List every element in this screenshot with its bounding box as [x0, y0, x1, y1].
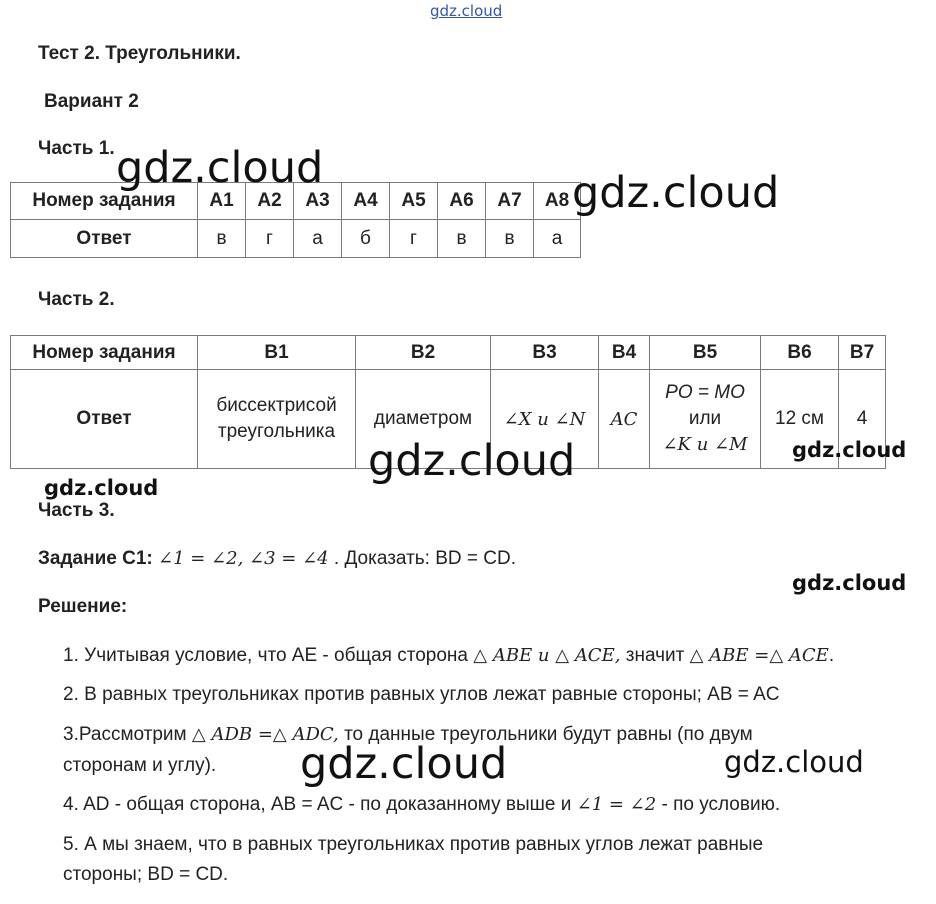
part2-task: B5	[650, 336, 761, 370]
s3-math: △ ADB =△ ADC,	[191, 724, 339, 745]
s3-start: 3.Рассмотрим	[63, 724, 187, 745]
part1-heading: Часть 1.	[38, 138, 115, 159]
task-c1-text: . Доказать: BD = CD.	[333, 548, 516, 569]
part2-answer-b1	[198, 370, 356, 469]
part1-task: A8	[534, 183, 581, 220]
part1-answer: г	[246, 220, 294, 258]
part1-header-label: Номер задания	[11, 183, 198, 220]
part2-header-label: Номер задания	[11, 336, 198, 370]
part1-answer: в	[198, 220, 246, 258]
part2-answer-b7: 4	[839, 370, 886, 469]
solution-step-2: 2. В равных треугольниках против равных углов лежат равные стороны; AB = AC	[63, 684, 780, 705]
s3-end: то данные треугольники будут равны (по двум	[344, 724, 753, 745]
b1-line2: треугольника	[217, 421, 336, 442]
part2-task: B6	[761, 336, 839, 370]
part1-task: A4	[342, 183, 390, 220]
part2-task: B3	[491, 336, 599, 370]
solution-step-4	[63, 794, 780, 816]
s4-start: 4. AD - общая сторона, AB = AC - по доказанному выше и	[63, 794, 572, 815]
page-title: Тест 2. Треугольники.	[38, 43, 241, 64]
part2-heading: Часть 2.	[38, 289, 115, 310]
solution-step-1	[63, 645, 834, 667]
s1-mid: значит	[625, 645, 685, 666]
task-c1-math: ∠1 = ∠2, ∠3 = ∠4	[158, 548, 329, 569]
part1-answer: г	[390, 220, 438, 258]
b5-line3: ∠K и ∠M	[662, 434, 748, 455]
part1-answer: в	[438, 220, 486, 258]
s1-math2: △ ABE =△ ACE	[689, 645, 829, 666]
part1-answer: а	[294, 220, 342, 258]
part1-task: A2	[246, 183, 294, 220]
part2-answer-b5	[650, 370, 761, 469]
s4-math: ∠1 = ∠2	[576, 794, 657, 815]
part2-task: B7	[839, 336, 886, 370]
part1-task: A5	[390, 183, 438, 220]
part2-answer-b3: ∠X и ∠N	[491, 370, 599, 469]
part1-task: A7	[486, 183, 534, 220]
part1-answer: в	[486, 220, 534, 258]
variant-heading: Вариант 2	[44, 91, 139, 112]
s1-text: 1. Учитывая условие, что AE - общая сторона	[63, 645, 468, 666]
s1-math1: △ ABE и △ ACE,	[473, 645, 621, 666]
watermark: gdz.cloud	[300, 739, 508, 789]
watermark: gdz.cloud	[792, 571, 907, 595]
watermark: gdz.cloud	[724, 745, 864, 779]
part1-answer: б	[342, 220, 390, 258]
s1-end: .	[828, 645, 835, 666]
watermark: gdz.cloud	[572, 168, 780, 218]
part1-task: A1	[198, 183, 246, 220]
solution-step-5-line2: стороны; BD = CD.	[63, 864, 229, 885]
part3-heading: Часть 3.	[38, 500, 115, 521]
part2-header-row	[11, 336, 886, 370]
part2-task: B1	[198, 336, 356, 370]
part1-task: A3	[294, 183, 342, 220]
watermark-top: gdz.cloud	[430, 2, 503, 20]
watermark: gdz.cloud	[116, 143, 324, 193]
part1-task: A6	[438, 183, 486, 220]
part2-task: B2	[356, 336, 491, 370]
task-c1	[38, 548, 516, 570]
b5-line2: или	[688, 408, 722, 429]
part1-answer: а	[534, 220, 581, 258]
b1-line1: биссектрисой	[216, 395, 337, 416]
part2-answer-label: Ответ	[11, 370, 198, 469]
watermark: gdz.cloud	[368, 436, 576, 486]
solution-step-5-line1: 5. А мы знаем, что в равных треугольниках против равных углов лежат равные	[63, 834, 764, 855]
b5-line1: PO = MO	[665, 382, 745, 403]
watermark: gdz.cloud	[792, 438, 907, 462]
part1-table	[10, 182, 581, 258]
part2-answer-b6: 12 см	[761, 370, 839, 469]
solution-step-3-line2: сторонам и углу).	[63, 755, 217, 776]
s4-end: - по условию.	[661, 794, 781, 815]
part2-answer-b4: AC	[599, 370, 650, 469]
part2-answer-b2: диаметром	[356, 370, 491, 469]
part1-answer-row	[11, 220, 581, 258]
watermark: gdz.cloud	[44, 476, 159, 500]
solution-label: Решение:	[38, 596, 128, 617]
part2-task: B4	[599, 336, 650, 370]
part1-answer-label: Ответ	[11, 220, 198, 258]
task-c1-label: Задание С1:	[38, 548, 153, 569]
